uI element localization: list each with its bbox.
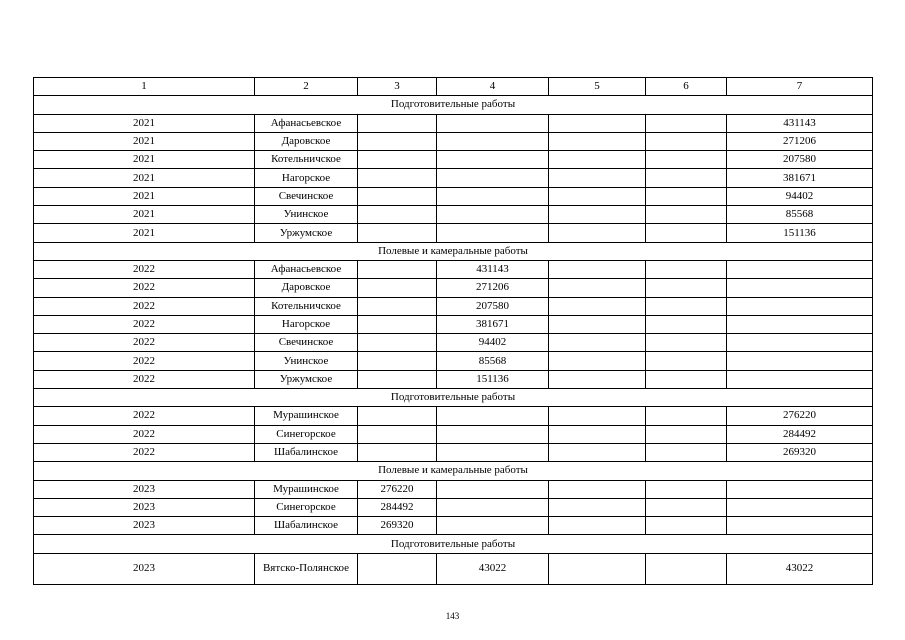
table-cell	[437, 407, 549, 425]
table-cell: 2023	[34, 553, 255, 584]
table-cell	[549, 334, 646, 352]
table-row	[34, 260, 873, 278]
table-cell	[549, 443, 646, 461]
table-row	[34, 114, 873, 132]
table-cell: Мурашинское	[255, 480, 358, 498]
table-cell	[549, 315, 646, 333]
table-cell	[437, 425, 549, 443]
table-cell	[549, 407, 646, 425]
table-cell	[358, 370, 437, 388]
table-cell: 2022	[34, 352, 255, 370]
table-cell	[437, 517, 549, 535]
table-cell: 284492	[727, 425, 873, 443]
table-cell	[646, 132, 727, 150]
column-header: 3	[358, 78, 437, 96]
table-cell: 2021	[34, 169, 255, 187]
table-cell	[727, 279, 873, 297]
table-cell	[437, 151, 549, 169]
table-cell: 2022	[34, 315, 255, 333]
table-row	[34, 425, 873, 443]
table-cell	[358, 407, 437, 425]
table-cell: 2021	[34, 187, 255, 205]
table-cell	[646, 370, 727, 388]
table-cell	[727, 352, 873, 370]
table-cell	[646, 407, 727, 425]
table-cell	[358, 132, 437, 150]
table-cell: Шабалинское	[255, 443, 358, 461]
table-cell	[727, 498, 873, 516]
column-header: 7	[727, 78, 873, 96]
table-cell: 2023	[34, 480, 255, 498]
table-cell: 151136	[727, 224, 873, 242]
table-cell	[358, 224, 437, 242]
table-cell: 2021	[34, 224, 255, 242]
table-cell	[549, 206, 646, 224]
table-cell: Уржумское	[255, 224, 358, 242]
table-cell	[358, 425, 437, 443]
page-number: 143	[445, 611, 460, 621]
table-cell: Даровское	[255, 132, 358, 150]
table-row	[34, 352, 873, 370]
table-cell	[549, 187, 646, 205]
table-cell: Унинское	[255, 352, 358, 370]
table-cell: 43022	[727, 553, 873, 584]
table-cell: Нагорское	[255, 315, 358, 333]
table-cell	[646, 498, 727, 516]
table-cell	[358, 114, 437, 132]
table-cell: 431143	[437, 260, 549, 278]
table-cell	[358, 260, 437, 278]
table-cell: 43022	[437, 553, 549, 584]
table-cell: 2022	[34, 297, 255, 315]
table-body	[34, 78, 873, 585]
table-cell	[358, 443, 437, 461]
table-cell	[727, 517, 873, 535]
table-cell	[646, 553, 727, 584]
table-cell	[437, 187, 549, 205]
section-title: Полевые и камеральные работы	[34, 242, 873, 260]
table-row	[34, 187, 873, 205]
table-cell	[646, 480, 727, 498]
table-cell: 269320	[358, 517, 437, 535]
section-row	[34, 462, 873, 480]
section-row	[34, 242, 873, 260]
table-cell: 2021	[34, 206, 255, 224]
table-row	[34, 132, 873, 150]
table-cell: 2022	[34, 443, 255, 461]
table-cell: 381671	[727, 169, 873, 187]
table-row	[34, 443, 873, 461]
table-cell	[358, 206, 437, 224]
table-cell: 276220	[358, 480, 437, 498]
table-cell: 207580	[437, 297, 549, 315]
table-row	[34, 151, 873, 169]
table-cell: Вятско-Полянское	[255, 553, 358, 584]
table-cell: 151136	[437, 370, 549, 388]
table-cell	[549, 553, 646, 584]
table-cell	[646, 315, 727, 333]
section-row	[34, 389, 873, 407]
table-cell	[358, 151, 437, 169]
table-cell: Унинское	[255, 206, 358, 224]
table-cell: 284492	[358, 498, 437, 516]
table-cell: 2022	[34, 260, 255, 278]
table-row	[34, 279, 873, 297]
table-cell: Нагорское	[255, 169, 358, 187]
table-cell	[727, 297, 873, 315]
table-cell	[646, 334, 727, 352]
table-cell	[549, 352, 646, 370]
table-cell	[646, 151, 727, 169]
table-cell	[549, 517, 646, 535]
table-cell: Свечинское	[255, 334, 358, 352]
table-cell	[646, 517, 727, 535]
table-cell	[646, 114, 727, 132]
table-cell	[646, 169, 727, 187]
table-cell: Афанасьевское	[255, 260, 358, 278]
table-cell: 269320	[727, 443, 873, 461]
table-cell: 2022	[34, 279, 255, 297]
table-cell: 271206	[727, 132, 873, 150]
section-title: Подготовительные работы	[34, 389, 873, 407]
table-cell	[549, 260, 646, 278]
table-row	[34, 480, 873, 498]
table-cell	[549, 480, 646, 498]
column-header: 6	[646, 78, 727, 96]
table-header-row	[34, 78, 873, 96]
table-cell	[646, 206, 727, 224]
table-cell	[437, 480, 549, 498]
table-cell	[646, 187, 727, 205]
table-cell: Котельничское	[255, 297, 358, 315]
table-cell: 431143	[727, 114, 873, 132]
table-cell: Шабалинское	[255, 517, 358, 535]
table-cell	[358, 334, 437, 352]
table-cell: 2023	[34, 498, 255, 516]
table-cell	[646, 279, 727, 297]
table-cell: Котельничское	[255, 151, 358, 169]
section-title: Подготовительные работы	[34, 96, 873, 114]
table-row	[34, 498, 873, 516]
table-cell: 276220	[727, 407, 873, 425]
table-cell	[549, 114, 646, 132]
table-row	[34, 517, 873, 535]
table-cell: 381671	[437, 315, 549, 333]
table-cell: 2022	[34, 425, 255, 443]
table-cell	[358, 279, 437, 297]
table-row	[34, 370, 873, 388]
table-cell: Синегорское	[255, 425, 358, 443]
table-cell	[646, 443, 727, 461]
section-row	[34, 96, 873, 114]
section-title: Полевые и камеральные работы	[34, 462, 873, 480]
table-cell	[437, 498, 549, 516]
table-cell	[727, 315, 873, 333]
table-cell: 85568	[437, 352, 549, 370]
table-cell	[727, 334, 873, 352]
table-cell: 2022	[34, 334, 255, 352]
table-cell: 2021	[34, 114, 255, 132]
table-cell	[358, 169, 437, 187]
table-cell: 2021	[34, 132, 255, 150]
section-title: Подготовительные работы	[34, 535, 873, 553]
table-row	[34, 297, 873, 315]
table-cell	[646, 425, 727, 443]
table-cell	[358, 352, 437, 370]
table-cell	[549, 132, 646, 150]
table-cell: Даровское	[255, 279, 358, 297]
table-cell	[358, 297, 437, 315]
table-cell: Афанасьевское	[255, 114, 358, 132]
table-cell: Свечинское	[255, 187, 358, 205]
column-header: 2	[255, 78, 358, 96]
table-cell: 2023	[34, 517, 255, 535]
column-header: 5	[549, 78, 646, 96]
table-cell	[549, 498, 646, 516]
table-cell	[437, 132, 549, 150]
table-row	[34, 206, 873, 224]
table-cell	[646, 352, 727, 370]
table-row	[34, 224, 873, 242]
table-cell	[549, 297, 646, 315]
table-cell: Синегорское	[255, 498, 358, 516]
table-row	[34, 169, 873, 187]
table-cell	[437, 443, 549, 461]
table-cell: Мурашинское	[255, 407, 358, 425]
table-cell	[727, 260, 873, 278]
table-cell	[727, 370, 873, 388]
table-cell: 2022	[34, 407, 255, 425]
table-cell	[646, 224, 727, 242]
column-header: 1	[34, 78, 255, 96]
table-row	[34, 315, 873, 333]
data-table	[33, 77, 873, 585]
table-cell: 271206	[437, 279, 549, 297]
table-cell	[437, 206, 549, 224]
table-cell: 207580	[727, 151, 873, 169]
table-cell	[549, 224, 646, 242]
table-cell	[549, 425, 646, 443]
table-cell	[549, 169, 646, 187]
table-cell	[549, 279, 646, 297]
table-row	[34, 334, 873, 352]
table-cell: 85568	[727, 206, 873, 224]
table-cell	[727, 480, 873, 498]
table-cell	[358, 315, 437, 333]
table-cell	[646, 260, 727, 278]
table-row	[34, 553, 873, 584]
table-cell	[437, 114, 549, 132]
table-row	[34, 407, 873, 425]
table-cell	[437, 224, 549, 242]
table-cell	[646, 297, 727, 315]
table-cell	[358, 553, 437, 584]
table-cell	[549, 370, 646, 388]
table-cell: 94402	[727, 187, 873, 205]
section-row	[34, 535, 873, 553]
table-cell	[549, 151, 646, 169]
table-cell	[437, 169, 549, 187]
table-cell: 94402	[437, 334, 549, 352]
table-cell: Уржумское	[255, 370, 358, 388]
table-cell: 2022	[34, 370, 255, 388]
table-cell: 2021	[34, 151, 255, 169]
column-header: 4	[437, 78, 549, 96]
table-cell	[358, 187, 437, 205]
